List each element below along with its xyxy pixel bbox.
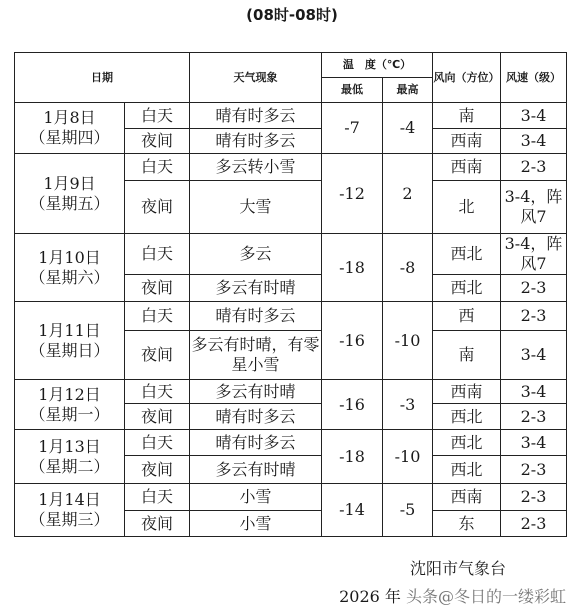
weekday: （星期一）: [29, 404, 110, 424]
weekday: （星期五）: [29, 193, 110, 213]
period-night: 夜间: [125, 331, 190, 380]
date: 1月10日: [38, 247, 101, 267]
period-night: 夜间: [125, 456, 190, 484]
temp-low: -14: [322, 484, 383, 537]
wind-speed-day: 2-3: [501, 154, 567, 181]
temp-high: -4: [383, 103, 433, 154]
date-cell: [15, 103, 125, 154]
wind-dir-day: 西北: [433, 234, 501, 275]
wind-dir-day: 西南: [433, 154, 501, 181]
header-date: 日期: [15, 53, 190, 103]
weather-night: 多云有时晴: [190, 275, 322, 302]
temp-low: -16: [322, 302, 383, 380]
weekday: （星期二）: [29, 456, 110, 476]
wind-speed-night: 3-4: [501, 129, 567, 154]
temp-high: 2: [383, 154, 433, 234]
wind-dir-day: 西北: [433, 430, 501, 456]
temp-high: -5: [383, 484, 433, 537]
header-wind-direction: 风向（方位）: [433, 53, 501, 103]
wind-speed-day: 2-3: [501, 484, 567, 511]
forecast-day-row: [15, 430, 567, 456]
period-day: 白天: [125, 302, 190, 331]
date: 1月13日: [38, 436, 101, 456]
temp-low: -18: [322, 234, 383, 302]
date: 1月14日: [38, 490, 101, 509]
forecast-day-row: [15, 103, 567, 129]
issuer-name: 沈阳市气象台: [409, 559, 506, 578]
weekday: （星期日）: [29, 340, 110, 360]
wind-dir-night: 西北: [433, 456, 501, 484]
wind-speed-day: 3-4: [501, 380, 567, 404]
date: 1月11日: [38, 320, 101, 340]
wind-dir-day: 西: [433, 302, 501, 331]
period-night: 夜间: [125, 275, 190, 302]
wind-speed-day: 3-4，阵风7: [501, 234, 567, 275]
temp-high: -10: [383, 302, 433, 380]
header-wind-speed: 风速（级）: [501, 53, 567, 103]
weather-night: 多云有时晴: [190, 456, 322, 484]
wind-speed-night: 3-4，阵风7: [501, 181, 567, 234]
wind-dir-day: 南: [433, 103, 501, 129]
header-weather: 天气现象: [190, 53, 322, 103]
period-day: 白天: [125, 154, 190, 181]
wind-dir-day: 西南: [433, 484, 501, 511]
date-cell: [15, 302, 125, 380]
weather-day: 小雪: [190, 484, 322, 511]
period-night: 夜间: [125, 404, 190, 430]
weather-night: 小雪: [190, 511, 322, 537]
wind-speed-night: 2-3: [501, 456, 567, 484]
weekday: （星期三）: [29, 510, 110, 529]
forecast-day-row: [15, 234, 567, 275]
temp-low: -7: [322, 103, 383, 154]
forecast-day-row: [15, 302, 567, 331]
weekday: （星期六）: [29, 267, 110, 287]
period-day: 白天: [125, 430, 190, 456]
temp-high: -8: [383, 234, 433, 302]
period-day: 白天: [125, 103, 190, 129]
wind-speed-day: 2-3: [501, 302, 567, 331]
wind-speed-day: 3-4: [501, 103, 567, 129]
temp-high: -10: [383, 430, 433, 484]
wind-dir-night: 西南: [433, 129, 501, 154]
weather-day: 多云: [190, 234, 322, 275]
header-low: 最低: [322, 78, 383, 103]
wind-dir-night: 西北: [433, 404, 501, 430]
watermark: 头条@冬日的一缕彩虹: [405, 587, 566, 606]
wind-speed-night: 3-4: [501, 331, 567, 380]
date-cell: [15, 154, 125, 234]
wind-speed-night: 2-3: [501, 511, 567, 537]
wind-dir-day: 西南: [433, 380, 501, 404]
forecast-day-row: [15, 380, 567, 404]
weather-night: 多云有时晴，有零星小雪: [190, 331, 322, 380]
date-cell: [15, 234, 125, 302]
weather-day: 晴有时多云: [190, 430, 322, 456]
wind-speed-night: 2-3: [501, 404, 567, 430]
weather-day: 晴有时多云: [190, 302, 322, 331]
period-day: 白天: [125, 234, 190, 275]
temp-low: -18: [322, 430, 383, 484]
date: 1月8日: [43, 108, 96, 127]
weather-day: 多云有时晴: [190, 380, 322, 404]
temp-high: -3: [383, 380, 433, 430]
date-cell: [15, 380, 125, 430]
weather-day: 晴有时多云: [190, 103, 322, 129]
weather-night: 晴有时多云: [190, 129, 322, 154]
header-temp: 温 度（℃）: [322, 53, 433, 78]
date-cell: [15, 484, 125, 537]
wind-speed-night: 2-3: [501, 275, 567, 302]
wind-dir-night: 南: [433, 331, 501, 380]
weekly-forecast-table: [14, 52, 567, 537]
wind-dir-night: 西北: [433, 275, 501, 302]
weather-night: 大雪: [190, 181, 322, 234]
period-day: 白天: [125, 484, 190, 511]
forecast-day-row: [15, 484, 567, 511]
weather-night: 晴有时多云: [190, 404, 322, 430]
date-cell: [15, 430, 125, 484]
issue-line: [339, 584, 566, 607]
date: 1月12日: [38, 384, 101, 404]
issue-year: 2026 年: [339, 587, 401, 606]
weather-day: 多云转小雪: [190, 154, 322, 181]
date: 1月9日: [43, 173, 96, 193]
temp-low: -12: [322, 154, 383, 234]
wind-dir-night: 北: [433, 181, 501, 234]
header-high: 最高: [383, 78, 433, 103]
period-night: 夜间: [125, 181, 190, 234]
period-night: 夜间: [125, 511, 190, 537]
wind-speed-day: 3-4: [501, 430, 567, 456]
temp-low: -16: [322, 380, 383, 430]
period-day: 白天: [125, 380, 190, 404]
forecast-day-row: [15, 154, 567, 181]
forecast-period-subtitle: (08时-08时): [246, 6, 338, 24]
wind-dir-night: 东: [433, 511, 501, 537]
weekday: （星期四）: [29, 128, 110, 147]
period-night: 夜间: [125, 129, 190, 154]
